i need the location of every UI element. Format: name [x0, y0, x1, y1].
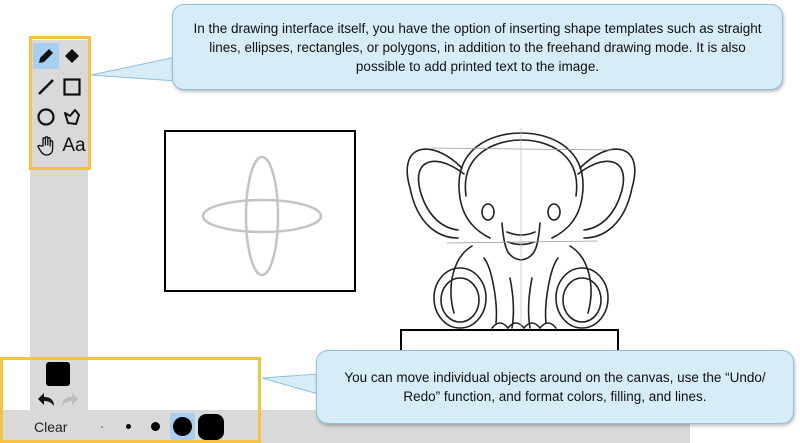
toolbar-highlight [29, 36, 91, 170]
clear-button[interactable]: Clear [34, 419, 68, 435]
callout-top-text: In the drawing interface itself, you have the option of inserting shape templates such as straight lines, ellipses, rectangles, or polygons, in addition to the freehand drawing mode. It is also possible to add printed text to the image. [193, 20, 762, 74]
text-tool-label: Aa [62, 135, 86, 156]
callout-bottom-tail [262, 370, 322, 400]
canvas-rectangle-shape[interactable] [164, 130, 356, 292]
bottom-highlight [0, 357, 261, 443]
callout-top-tail [91, 55, 181, 85]
ellipse-cross-drawing [166, 132, 354, 290]
elephant-sketch[interactable] [392, 128, 652, 338]
callout-bottom [316, 350, 794, 424]
callout-top [172, 4, 783, 90]
callout-bottom-text: You can move individual objects around on the canvas, use the “Undo/ Redo” function, and format colors, filling, and lines. [344, 370, 766, 404]
